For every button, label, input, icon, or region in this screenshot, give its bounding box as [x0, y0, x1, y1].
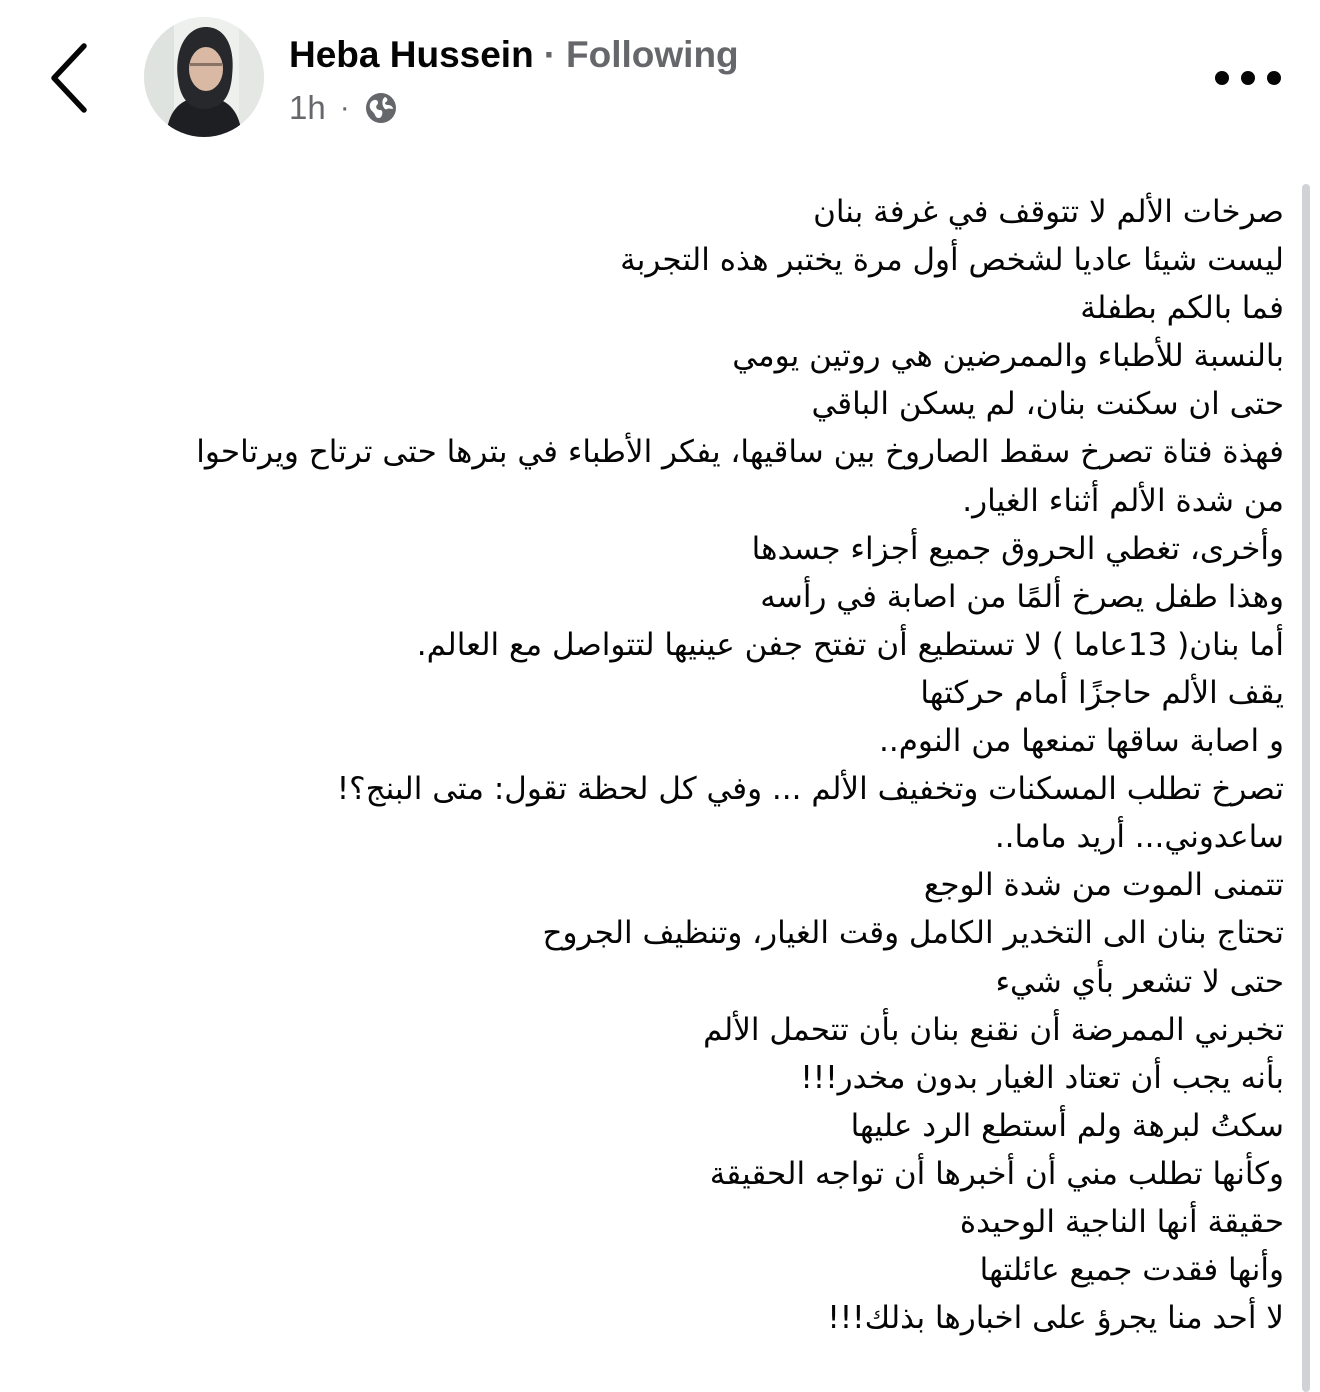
post-line: ليست شيئا عاديا لشخص أول مرة يختبر هذه التجربة: [620, 242, 1284, 279]
back-button[interactable]: [40, 36, 104, 120]
scrollbar[interactable]: [1302, 184, 1310, 1392]
post-line: تخبرني الممرضة أن نقنع بنان بأن تتحمل الألم: [703, 1011, 1284, 1048]
chevron-left-icon: [40, 36, 104, 120]
author-row: [289, 30, 739, 80]
post-line: تتمنى الموت من شدة الوجع: [923, 867, 1284, 904]
author-name[interactable]: Heba Hussein: [289, 34, 534, 75]
profile-photo: [144, 17, 264, 137]
post-line: فهذة فتاة تصرخ سقط الصاروخ بين ساقيها، يفكر الأطباء في بترها حتى ترتاح ويرتاحوا: [196, 434, 1284, 471]
post-line: وأخرى، تغطي الحروق جميع أجزاء جسدها: [751, 530, 1284, 567]
post-header: [0, 0, 1320, 160]
post-meta: [289, 86, 398, 130]
post-line: حتى ان سكنت بنان، لم يسكن الباقي: [811, 386, 1284, 423]
globe-icon: [364, 91, 398, 125]
post-line: سكتُ لبرهة ولم أستطع الرد عليها: [850, 1107, 1284, 1144]
post-line: وكأنها تطلب مني أن أخبرها أن تواجه الحقيقة: [709, 1155, 1284, 1192]
name-separator: ·: [543, 34, 557, 75]
avatar[interactable]: [144, 17, 264, 137]
post-line: بالنسبة للأطباء والممرضين هي روتين يومي: [732, 338, 1284, 375]
following-button[interactable]: Following: [566, 34, 739, 75]
post-line: أما بنان( 13عاما ) لا تستطيع أن تفتح جفن عينيها لتتواصل مع العالم.: [416, 626, 1284, 663]
post-time[interactable]: 1h: [289, 89, 326, 126]
post-line: فما بالكم بطفلة: [1080, 290, 1284, 327]
post-line: و اصابة ساقها تمنعها من النوم..: [879, 723, 1284, 760]
post-line: وأنها فقدت جميع عائلتها: [979, 1252, 1284, 1289]
post-text: [30, 188, 1284, 1388]
post-line: حتى لا تشعر بأي شيء: [995, 963, 1284, 1000]
meta-separator: ·: [339, 91, 350, 124]
post-line: بأنه يجب أن تعتاد الغيار بدون مخدر!!!: [800, 1059, 1284, 1096]
post-line: يقف الألم حاجزًا أمام حركتها: [920, 674, 1284, 711]
post-line: حقيقة أنها الناجية الوحيدة: [959, 1203, 1284, 1240]
post-line: من شدة الألم أثناء الغيار.: [962, 482, 1284, 519]
post-line: صرخات الألم لا تتوقف في غرفة بنان: [813, 194, 1284, 230]
more-horizontal-icon: [1208, 58, 1288, 98]
post-line: تصرخ تطلب المسكنات وتخفيف الألم ... وفي كل لحظة تقول: متى البنج؟!: [336, 771, 1284, 808]
post-line: تحتاج بنان الى التخدير الكامل وقت الغيار، وتنظيف الجروح: [542, 915, 1284, 952]
more-options-button[interactable]: [1208, 58, 1288, 98]
post-line: لا أحد منا يجرؤ على اخبارها بذلك!!!: [827, 1300, 1284, 1337]
post-line: ساعدوني... أريد ماما..: [994, 819, 1284, 856]
post-line: وهذا طفل يصرخ ألمًا من اصابة في رأسه: [760, 578, 1284, 615]
